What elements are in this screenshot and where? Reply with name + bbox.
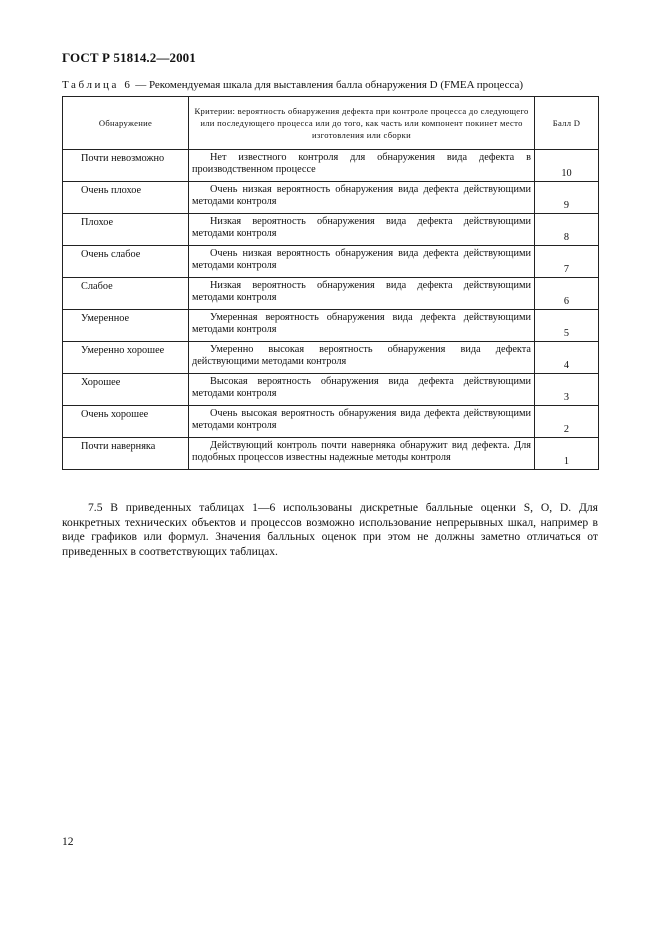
row-level: Очень плохое bbox=[63, 182, 189, 214]
table-row bbox=[63, 150, 599, 182]
row-criteria bbox=[189, 374, 535, 406]
row-criteria-text: Высокая вероятность обнаружения вида дефекта действующими методами контроля bbox=[192, 376, 531, 400]
row-criteria bbox=[189, 278, 535, 310]
row-level: Почти наверняка bbox=[63, 438, 189, 470]
row-criteria-text: Низкая вероятность обнаружения вида дефекта действующими методами контроля bbox=[192, 216, 531, 240]
row-level: Плохое bbox=[63, 214, 189, 246]
table-row bbox=[63, 406, 599, 438]
row-score: 2 bbox=[535, 406, 599, 438]
row-level: Умеренно хорошее bbox=[63, 342, 189, 374]
table-row bbox=[63, 278, 599, 310]
row-criteria bbox=[189, 342, 535, 374]
table-row bbox=[63, 246, 599, 278]
row-criteria-text: Действующий контроль почти наверняка обнаружит вид дефекта. Для подобных процессов известны надежные методы контроля bbox=[192, 440, 531, 464]
row-level: Очень хорошее bbox=[63, 406, 189, 438]
table-row bbox=[63, 182, 599, 214]
header-score: Балл D bbox=[535, 97, 599, 150]
page-number: 12 bbox=[62, 835, 74, 848]
row-level: Хорошее bbox=[63, 374, 189, 406]
table-row bbox=[63, 310, 599, 342]
row-score: 4 bbox=[535, 342, 599, 374]
row-level: Почти невозможно bbox=[63, 150, 189, 182]
header-criteria: Критерии: вероятность обнаружения дефекта при контроле процесса до следующего или последующего процесса или до того, как часть или компонент покинет место изготовления или сборки bbox=[189, 97, 535, 150]
row-score: 3 bbox=[535, 374, 599, 406]
row-criteria-text: Умеренно высокая вероятность обнаружения вида дефекта действующими методами контроля bbox=[192, 344, 531, 368]
detection-scale-table bbox=[62, 96, 599, 470]
row-criteria bbox=[189, 310, 535, 342]
header-detection: Обнаружение bbox=[63, 97, 189, 150]
table-row bbox=[63, 342, 599, 374]
row-criteria bbox=[189, 214, 535, 246]
row-criteria-text: Очень низкая вероятность обнаружения вида дефекта действующими методами контроля bbox=[192, 248, 531, 272]
row-criteria bbox=[189, 246, 535, 278]
row-score: 9 bbox=[535, 182, 599, 214]
table-row bbox=[63, 374, 599, 406]
row-criteria bbox=[189, 406, 535, 438]
row-criteria bbox=[189, 438, 535, 470]
body-paragraph: 7.5 В приведенных таблицах 1—6 использованы дискретные балльные оценки S, O, D. Для конкретных технических объектов и процессов возможно использование непрерывных шкал, например в виде графиков или формул. Значения балльных оценок при этом не должны заметно отличаться от приведенных в соответствующих таблицах. bbox=[62, 501, 598, 558]
table-row bbox=[63, 438, 599, 470]
row-score: 6 bbox=[535, 278, 599, 310]
row-level: Слабое bbox=[63, 278, 189, 310]
table-caption bbox=[62, 79, 523, 91]
row-score: 7 bbox=[535, 246, 599, 278]
row-score: 10 bbox=[535, 150, 599, 182]
table-caption-label: Таблица 6 bbox=[62, 79, 133, 91]
row-level: Очень слабое bbox=[63, 246, 189, 278]
document-header: ГОСТ Р 51814.2—2001 bbox=[62, 50, 196, 65]
table-row bbox=[63, 214, 599, 246]
row-criteria-text: Очень низкая вероятность обнаружения вида дефекта действующими методами контроля bbox=[192, 184, 531, 208]
row-criteria-text: Очень высокая вероятность обнаружения вида дефекта действующими методами контроля bbox=[192, 408, 531, 432]
row-level: Умеренное bbox=[63, 310, 189, 342]
row-criteria bbox=[189, 182, 535, 214]
row-criteria bbox=[189, 150, 535, 182]
table-caption-title: — Рекомендуемая шкала для выставления балла обнаружения D (FMEA процесса) bbox=[132, 79, 524, 91]
row-score: 8 bbox=[535, 214, 599, 246]
row-score: 5 bbox=[535, 310, 599, 342]
row-criteria-text: Умеренная вероятность обнаружения вида дефекта действующими методами контроля bbox=[192, 312, 531, 336]
row-score: 1 bbox=[535, 438, 599, 470]
table-header-row bbox=[63, 97, 599, 150]
row-criteria-text: Низкая вероятность обнаружения вида дефекта действующими методами контроля bbox=[192, 280, 531, 304]
row-criteria-text: Нет известного контроля для обнаружения вида дефекта в производственном процессе bbox=[192, 152, 531, 176]
